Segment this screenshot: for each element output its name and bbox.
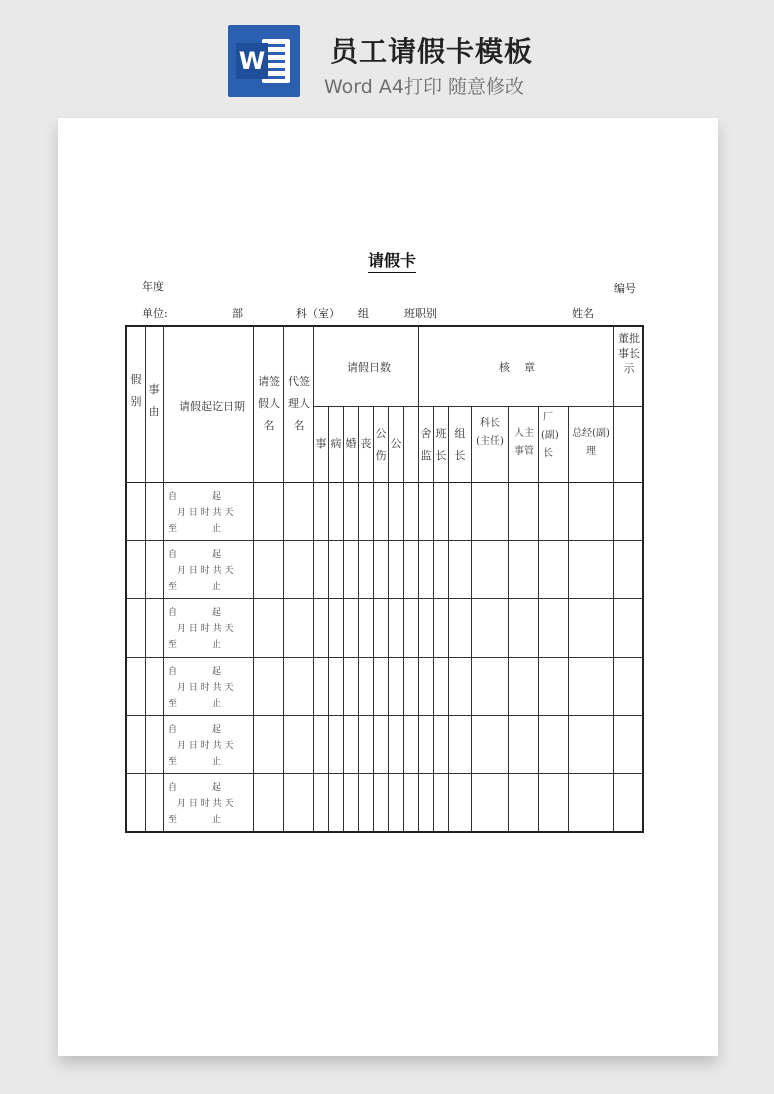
row-start-label: 起 (212, 492, 222, 502)
days-sub-official: 公 (390, 437, 402, 450)
row-to-label: 至 (168, 815, 178, 825)
header-reason: 事由 (148, 383, 160, 418)
approve-factory-head: 厂(副)长 (541, 412, 559, 459)
shift-label: 班职别 (404, 307, 437, 320)
row-end-label: 止 (212, 699, 222, 709)
row-duration-label: 月 日 时 共 天 (177, 508, 234, 518)
row-start-label: 起 (212, 667, 222, 677)
approve-section-chief: 科长(主任) (476, 418, 504, 447)
days-sub-funeral: 丧 (360, 437, 372, 450)
year-label: 年度 (142, 280, 164, 293)
row-start-label: 起 (212, 608, 222, 618)
unit-label: 单位: (142, 307, 168, 320)
row-end-label: 止 (212, 524, 222, 534)
number-label: 编号 (614, 282, 636, 295)
header-leave-type: 假别 (130, 373, 142, 408)
row-from-label: 自 (168, 492, 178, 502)
row-duration-label: 月 日 时 共 天 (177, 683, 234, 693)
approve-dorm: 舍监 (420, 427, 432, 462)
approve-general-manager: 总经(副)理 (572, 428, 610, 457)
leave-form-table (125, 325, 644, 833)
header-approve: 核章 (499, 361, 549, 374)
days-sub-marriage: 婚 (345, 437, 357, 450)
group-label: 组 (358, 307, 369, 320)
row-from-label: 自 (168, 783, 178, 793)
row-from-label: 自 (168, 550, 178, 560)
document-page (58, 118, 718, 1056)
banner-subtitle: Word A4打印 随意修改 (324, 76, 525, 98)
banner-title: 员工请假卡模板 (330, 35, 534, 68)
row-to-label: 至 (168, 582, 178, 592)
approve-hr: 人主事管 (514, 428, 534, 457)
header-proxy: 代签 理人名 (288, 375, 310, 432)
row-start-label: 起 (212, 725, 222, 735)
name-label: 姓名 (572, 307, 594, 320)
row-from-label: 自 (168, 667, 178, 677)
header-dates: 请假起讫日期 (179, 400, 245, 413)
row-from-label: 自 (168, 725, 178, 735)
row-start-label: 起 (212, 783, 222, 793)
dept-label: 部 (232, 307, 243, 320)
row-to-label: 至 (168, 757, 178, 767)
days-sub-personal: 事 (315, 437, 327, 450)
row-from-label: 自 (168, 608, 178, 618)
banner (0, 0, 774, 118)
approve-group-lead: 组长 (454, 427, 466, 462)
document-title: 请假卡 (368, 248, 416, 273)
approve-shift-lead: 班长 (435, 427, 447, 462)
row-duration-label: 月 日 时 共 天 (177, 624, 234, 634)
row-end-label: 止 (212, 757, 222, 767)
row-end-label: 止 (212, 640, 222, 650)
row-duration-label: 月 日 时 共 天 (177, 741, 234, 751)
word-doc-icon: W (228, 25, 300, 97)
row-to-label: 至 (168, 640, 178, 650)
row-to-label: 至 (168, 524, 178, 534)
row-to-label: 至 (168, 699, 178, 709)
row-start-label: 起 (212, 550, 222, 560)
section-label: 科（室） (296, 307, 340, 320)
header-applicant: 请签 假人名 (258, 375, 280, 432)
row-duration-label: 月 日 时 共 天 (177, 566, 234, 576)
header-days: 请假日数 (347, 361, 391, 374)
row-end-label: 止 (212, 582, 222, 592)
row-end-label: 止 (212, 815, 222, 825)
days-sub-injury: 公伤 (375, 427, 387, 462)
row-duration-label: 月 日 时 共 天 (177, 799, 234, 809)
days-sub-sick: 病 (330, 437, 342, 450)
header-chairman: 董批事长示 (618, 332, 640, 375)
